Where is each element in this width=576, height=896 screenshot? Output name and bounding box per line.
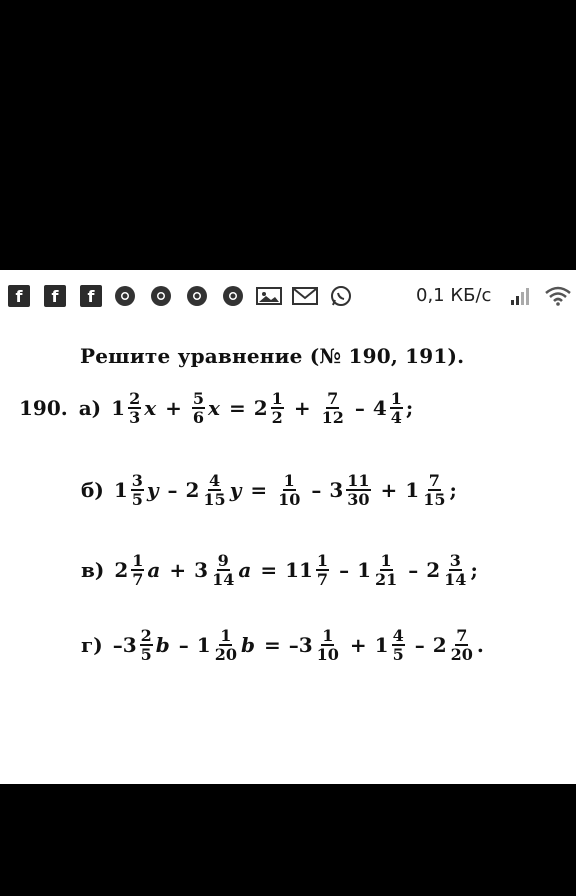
operator: = <box>263 633 281 657</box>
variable: a <box>238 558 252 582</box>
numerator: 2 <box>129 389 141 408</box>
variable: a <box>147 558 161 582</box>
operator: + <box>293 396 311 420</box>
operator: = <box>260 558 278 582</box>
numerator: 7 <box>428 471 440 490</box>
numerator: 3 <box>131 471 143 490</box>
fraction <box>319 390 347 426</box>
denominator: 14 <box>444 570 467 589</box>
mixed-number <box>373 390 405 426</box>
operator: – <box>414 633 425 657</box>
whole-part: 1 <box>111 396 126 420</box>
chrome-icon <box>114 285 136 307</box>
fraction-part <box>271 390 284 426</box>
fraction-part <box>316 627 340 663</box>
black-bar <box>0 784 576 896</box>
whole-part: 1 <box>405 478 420 502</box>
whole-part: –3 <box>112 633 137 657</box>
denominator: 4 <box>390 408 402 427</box>
mixed-number <box>254 390 286 426</box>
operator: = <box>228 396 246 420</box>
denominator: 30 <box>347 490 370 509</box>
numerator: 2 <box>140 626 152 645</box>
whole-part: 2 <box>114 558 129 582</box>
numerator: 1 <box>220 626 232 645</box>
mixed-number <box>433 627 476 663</box>
fraction-part <box>202 472 226 508</box>
fraction-part <box>192 390 205 426</box>
whole-part: 2 <box>185 478 200 502</box>
punctuation: ; <box>405 396 414 420</box>
operator: = <box>250 478 268 502</box>
fraction-part <box>390 390 403 426</box>
variable: x <box>144 396 157 420</box>
denominator: 14 <box>212 570 235 589</box>
whole-part: 2 <box>253 396 268 420</box>
mixed-number <box>186 472 229 508</box>
network-speed: 0,1 КБ/с <box>416 285 492 306</box>
whole-part: 4 <box>372 396 387 420</box>
whatsapp-icon <box>330 285 352 307</box>
fraction-part <box>346 472 370 508</box>
mixed-number <box>329 472 372 508</box>
gmail-icon <box>292 285 318 307</box>
whole-part: 1 <box>374 633 389 657</box>
equation-row-a <box>18 390 414 426</box>
fraction-part <box>211 552 235 588</box>
operator: + <box>165 396 182 420</box>
variable: y <box>229 478 242 502</box>
denominator: 2 <box>271 408 283 427</box>
fraction-part <box>140 627 153 663</box>
whole-part: 1 <box>113 478 128 502</box>
operator: – <box>354 396 365 420</box>
numerator: 1 <box>390 389 402 408</box>
numerator: 11 <box>347 471 370 490</box>
fraction-part <box>316 552 329 588</box>
problem-number: 190. <box>19 396 68 420</box>
operator: – <box>339 558 350 582</box>
fraction-part <box>131 472 144 508</box>
chrome-icon <box>186 285 208 307</box>
denominator: 20 <box>450 645 473 664</box>
numerator: 1 <box>283 471 295 490</box>
punctuation: ; <box>470 558 478 582</box>
operator: – <box>311 478 322 502</box>
numerator: 7 <box>456 626 468 645</box>
mixed-number <box>111 390 143 426</box>
operator: – <box>408 558 419 582</box>
mixed-number <box>113 627 155 663</box>
row-label: а) <box>78 396 102 420</box>
row-label: г) <box>81 633 103 657</box>
wifi-icon <box>544 285 572 307</box>
mixed-number <box>114 472 146 508</box>
numerator: 1 <box>316 551 329 570</box>
operator: – <box>178 633 189 657</box>
mixed-number <box>114 552 146 588</box>
variable: b <box>240 633 255 657</box>
facebook-icon: f <box>44 285 66 307</box>
fraction-part <box>321 390 345 426</box>
denominator: 15 <box>203 490 226 509</box>
numerator: 1 <box>271 389 283 408</box>
numerator: 3 <box>449 551 461 570</box>
screenshot-content <box>0 270 576 784</box>
variable: y <box>146 478 159 502</box>
whole-part: 1 <box>357 558 371 582</box>
mixed-number <box>197 627 240 663</box>
status-bar <box>0 270 576 320</box>
fraction-part <box>277 472 301 508</box>
fraction <box>190 390 207 426</box>
signal-icon <box>510 285 534 307</box>
numerator: 7 <box>327 389 339 408</box>
operator: – <box>167 478 178 502</box>
fraction-part <box>443 552 467 588</box>
denominator: 20 <box>214 645 237 664</box>
denominator: 21 <box>374 570 398 589</box>
whole-part: 11 <box>285 558 313 582</box>
mixed-number <box>285 552 331 588</box>
task-title: Решите уравнение (№ 190, 191). <box>80 344 465 368</box>
equation-row-g <box>80 627 485 663</box>
whole-part: 2 <box>432 633 447 657</box>
row-label: б) <box>81 478 104 502</box>
mixed-number <box>426 552 469 588</box>
whole-part: 3 <box>329 478 344 502</box>
fraction-part <box>128 390 141 426</box>
operator: + <box>349 633 367 657</box>
mixed-number <box>405 472 448 508</box>
whole-part: –3 <box>288 633 313 657</box>
fraction <box>275 472 303 508</box>
numerator: 4 <box>392 626 404 645</box>
denominator: 3 <box>129 408 141 427</box>
mixed-number <box>375 627 407 663</box>
whole-part: 3 <box>194 558 209 582</box>
fraction-part <box>422 472 446 508</box>
fraction-part <box>374 552 398 588</box>
numerator: 1 <box>322 626 334 645</box>
denominator: 6 <box>192 408 205 427</box>
facebook-icon: f <box>8 285 30 307</box>
denominator: 5 <box>140 645 152 664</box>
numerator: 9 <box>217 551 229 570</box>
fraction-part <box>131 552 144 588</box>
photos-icon <box>256 285 282 307</box>
equation-row-b <box>80 472 458 508</box>
whole-part: 1 <box>196 633 211 657</box>
denominator: 7 <box>316 570 329 589</box>
denominator: 12 <box>321 408 344 427</box>
mixed-number <box>357 552 400 588</box>
fraction-part <box>450 627 474 663</box>
numerator: 5 <box>192 389 205 408</box>
mixed-number <box>289 627 342 663</box>
row-label: в) <box>81 558 105 582</box>
denominator: 5 <box>131 490 143 509</box>
variable: b <box>155 633 170 657</box>
equation-row-v <box>80 552 479 588</box>
chrome-icon <box>222 285 244 307</box>
operator: + <box>169 558 187 582</box>
numerator: 4 <box>208 471 221 490</box>
variable: x <box>208 396 220 420</box>
denominator: 7 <box>132 570 144 589</box>
denominator: 10 <box>278 490 301 509</box>
fraction-part <box>214 627 238 663</box>
whole-part: 2 <box>426 558 441 582</box>
numerator: 1 <box>132 551 144 570</box>
denominator: 10 <box>316 645 339 664</box>
fraction-part <box>392 627 405 663</box>
mixed-number <box>194 552 237 588</box>
denominator: 15 <box>423 490 446 509</box>
punctuation: . <box>476 633 484 657</box>
facebook-icon: f <box>80 285 102 307</box>
numerator: 1 <box>380 551 392 570</box>
punctuation: ; <box>449 478 457 502</box>
denominator: 5 <box>392 645 404 664</box>
chrome-icon <box>150 285 172 307</box>
operator: + <box>380 478 398 502</box>
